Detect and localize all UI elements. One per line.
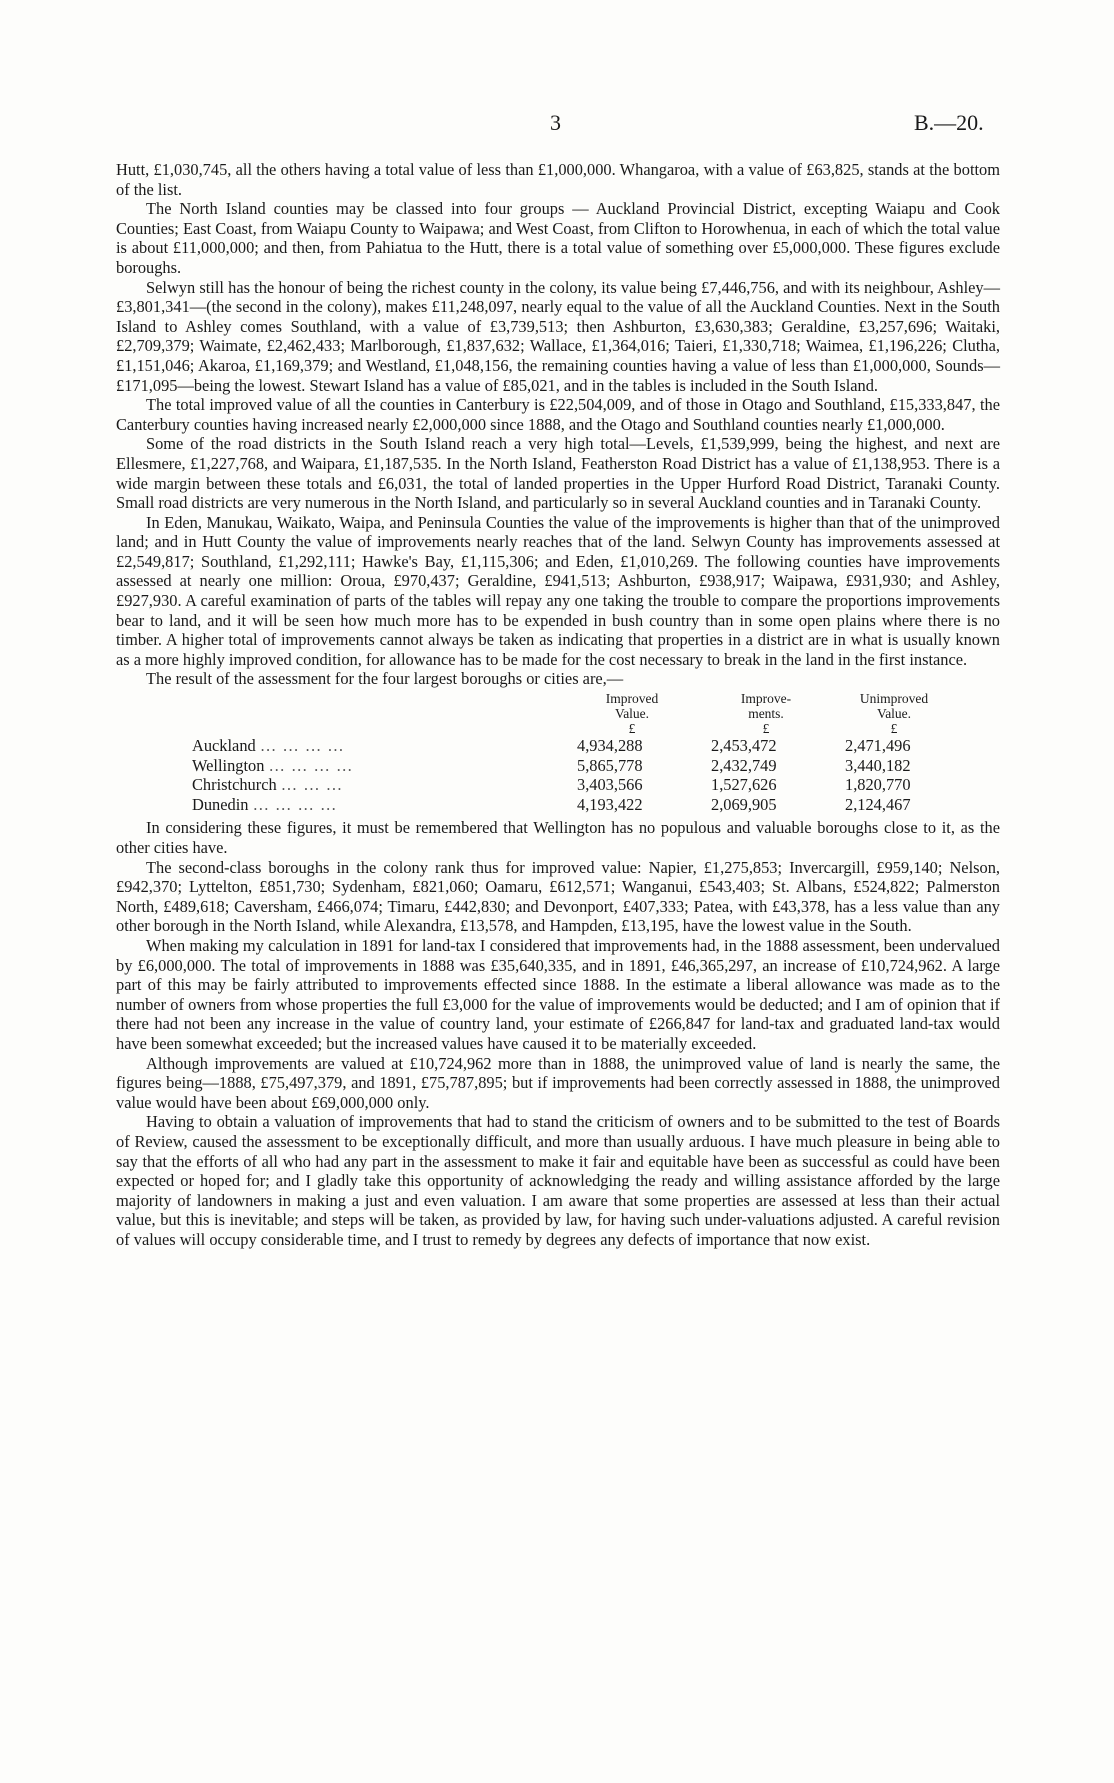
improvements-value: 2,432,749 [711, 755, 777, 775]
paragraph: The total improved value of all the counties in Canterbury is £22,504,009, and of those in Otago and Southland, £15,333,847, the Canterbury counties having increased nearly £2,000,000 since 1888, and the Otago and Southland counties nearly £1,000,000. [116, 395, 1000, 434]
table-row: Dunedin … … … … 4,193,422 2,069,905 2,124,467 [192, 795, 955, 815]
improved-value: 5,865,778 [577, 755, 643, 775]
improved-value: 3,403,566 [577, 775, 643, 795]
paragraph: In Eden, Manukau, Waikato, Waipa, and Peninsula Counties the value of the improvements is higher than that of the unimproved land; and in Hutt County the value of improvements nearly reaches that of the land. Selwyn County has improvements assessed at £2,549,817; Southland, £1,292,111; Hawke's Bay, £1,115,306; and Eden, £1,010,269. The following counties have improvements assessed at nearly one million: Oroua, £970,437; Geraldine, £941,513; Ashburton, £938,917; Waipawa, £931,930; and Ashley, £927,930. A careful examination of parts of the tables will repay any one taking the trouble to compare the proportions improvements bear to land, and it will be seen how much more has to be expended in bush country than in some open plains where there is no timber. A higher total of improvements cannot always be taken as indicating that properties in a district are in what is usually known as a more highly improved condition, for allowance has to be made for the cost necessary to break in the land in the first instance. [116, 512, 1000, 669]
improvements-value: 2,069,905 [711, 794, 777, 814]
table-intro: The result of the assessment for the four largest boroughs or cities are,— [146, 669, 624, 689]
borough-values-table [192, 691, 955, 814]
improved-value: 4,193,422 [577, 794, 643, 814]
document-reference: B.—20. [914, 110, 984, 135]
city-name: Christchurch [192, 775, 277, 795]
column-header-unimproved-value: Unimproved Value. £ [859, 691, 929, 737]
paragraph: The North Island counties may be classed into four groups — Auckland Provincial District, excepting Waiapu and Cook Counties; East Coast, from Waiapu County to Waipawa; and West Coast, from Clifton to Horowhenua, in each of which the total value is about £11,000,000; and then, from Pahiatua to the Hutt, there is a total value of something over £5,000,000. These figures exclude boroughs. [116, 199, 1000, 277]
improvements-value: 1,527,626 [711, 775, 777, 795]
paragraph: Hutt, £1,030,745, all the others having a total value of less than £1,000,000. Whangaroa, with a value of £63,825, stands at the bottom of the list. [116, 160, 1000, 199]
table-row: Christchurch … … … 3,403,566 1,527,626 1,820,770 [192, 775, 955, 795]
paragraph: Although improvements are valued at £10,724,962 more than in 1888, the unimproved value of land is nearly the same, the figures being—1888, £75,497,379, and 1891, £75,787,895; but if improvements had been correctly assessed in 1888, the unimproved value would have been about £69,000,000 only. [116, 1053, 1000, 1112]
paragraph: Some of the road districts in the South Island reach a very high total—Levels, £1,539,999, being the highest, and next are Ellesmere, £1,227,768, and Waipara, £1,187,535. In the North Island, Featherston Road District has a value of £1,138,953. There is a wide margin between these totals and £6,031, the total of landed properties in the Upper Hurford Road District, Taranaki County. Small road districts are very numerous in the North Island, and particularly so in several Auckland counties and in Taranaki County. [116, 434, 1000, 513]
unimproved-value: 1,820,770 [845, 775, 911, 795]
city-name: Dunedin [192, 794, 249, 814]
paragraph: In considering these figures, it must be remembered that Wellington has no populous and valuable boroughs close to it, as the other cities have. [116, 818, 1000, 857]
paragraph: Selwyn still has the honour of being the richest county in the colony, its value being £7,446,756, and with its neighbour, Ashley—£3,801,341—(the second in the colony), makes £11,248,097, nearly equal to the value of all the Auckland Counties. Next in the South Island to Ashley comes Southland, with a value of £3,739,513; then Ashburton, £3,630,383; Geraldine, £3,257,696; Waitaki, £2,709,379; Waimate, £2,462,433; Marlborough, £1,837,632; Wallace, £1,364,016; Taieri, £1,330,718; Waimea, £1,196,226; Clutha, £1,151,046; Akaroa, £1,169,379; and Westland, £1,048,156, the remaining counties having a value of less than £1,000,000, Sounds—£171,095—being the lowest. Stewart Island has a value of £85,021, and in the tables is included in the South Island. [116, 277, 1000, 395]
table-header-row [192, 691, 955, 736]
city-name: Auckland [192, 736, 256, 756]
table-row: Wellington … … … … 5,865,778 2,432,749 3,440,182 [192, 756, 955, 776]
table-row: Auckland … … … … 4,934,288 2,453,472 2,471,496 [192, 736, 955, 756]
improvements-value: 2,453,472 [711, 736, 777, 756]
improved-value: 4,934,288 [577, 736, 643, 756]
unimproved-value: 2,471,496 [845, 736, 911, 756]
city-name: Wellington [192, 755, 265, 775]
column-header-improved-value: Improved Value. £ [605, 691, 659, 737]
unimproved-value: 3,440,182 [845, 755, 911, 775]
body-text [116, 160, 1000, 1249]
column-header-improvements: Improve- ments. £ [740, 691, 792, 737]
paragraph: When making my calculation in 1891 for land-tax I considered that improvements had, in the 1888 assessment, been undervalued by £6,000,000. The total of improvements in 1888 was £35,640,335, and in 1891, £46,365,297, an increase of £10,724,962. A large part of this may be fairly attributed to improvements effected since 1888. In the estimate a liberal allowance was made as to the number of owners from whose properties the full £3,000 for the value of improvements would be deducted; and I am of opinion that if there had not been any increase in the value of country land, your estimate of £266,847 for land-tax and graduated land-tax would have been somewhat exceeded; but the increased values have caused it to be materially exceeded. [116, 935, 1000, 1053]
paragraph: Having to obtain a valuation of improvements that had to stand the criticism of owners and to be submitted to the test of Boards of Review, caused the assessment to be exceptionally difficult, and more than usually arduous. I have much pleasure in being able to say that the efforts of all who had any part in the assessment to make it fair and equitable have been as successful as could have been expected or hoped for; and I gladly take this opportunity of acknowledging the ready and willing assistance afforded by the large majority of landowners in making a just and even valuation. I am aware that some properties are assessed at less than their actual value, but this is inevitable; and steps will be taken, as provided by law, for having such under-valuations adjusted. A careful revision of values will occupy considerable time, and I trust to remedy by degrees any defects of importance that now exist. [116, 1112, 1000, 1249]
unimproved-value: 2,124,467 [845, 794, 911, 814]
paragraph: The second-class boroughs in the colony rank thus for improved value: Napier, £1,275,853; Invercargill, £959,140; Nelson, £942,370; Lyttelton, £851,730; Sydenham, £821,060; Oamaru, £612,571; Wanganui, £543,403; St. Albans, £524,822; Palmerston North, £489,618; Caversham, £466,074; Timaru, £442,830; and Devonport, £407,333; Patea, with £43,378, has a less value than any other borough in the North Island, while Alexandra, £13,578, and Hampden, £13,195, have the lowest value in the South. [116, 857, 1000, 936]
page-number: 3 [550, 110, 561, 135]
